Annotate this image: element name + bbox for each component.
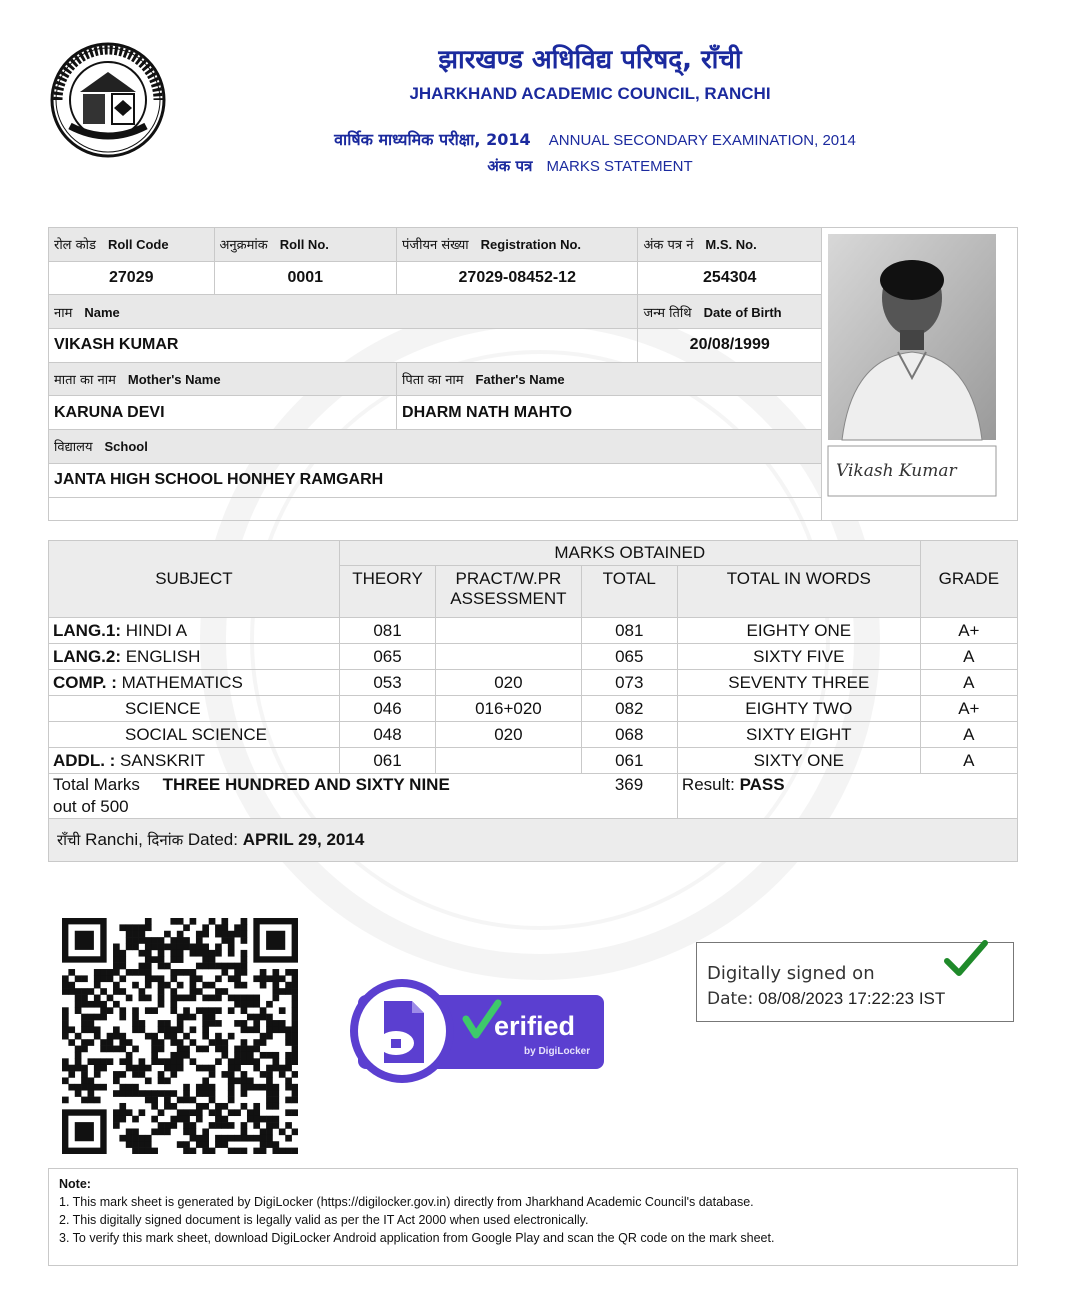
school-label: विद्यालय School <box>49 430 822 464</box>
table-row <box>49 748 1018 774</box>
total-cell: 073 <box>581 670 677 696</box>
digital-signature-box[interactable] <box>696 942 1014 1022</box>
council-hindi-title: झारखण्ड अधिविद्य परिषद्, राँची <box>438 45 742 75</box>
words-cell: EIGHTY ONE <box>677 618 920 644</box>
subject-cell: LANG.1: HINDI A <box>49 618 340 644</box>
father-name-label: पिता का नाम Father's Name <box>397 362 822 396</box>
dob-label: जन्म तिथि Date of Birth <box>638 295 822 329</box>
grade-cell: A <box>920 722 1017 748</box>
pract-cell: 020 <box>436 722 581 748</box>
marks-statement-title <box>330 156 850 176</box>
grade-cell: A+ <box>920 618 1017 644</box>
registration-value: 27029-08452-12 <box>397 261 638 295</box>
subject-cell: ADDL. : SANSKRIT <box>49 748 340 774</box>
council-seal-logo <box>50 42 166 158</box>
subject-header: SUBJECT <box>49 541 340 618</box>
pract-cell: 020 <box>436 670 581 696</box>
total-row <box>49 774 1018 819</box>
marks-table <box>48 540 1018 862</box>
theory-cell: 046 <box>339 696 435 722</box>
signed-date <box>707 989 945 1009</box>
qr-code[interactable] <box>62 918 298 1154</box>
mother-name-label: माता का नाम Mother's Name <box>49 362 397 396</box>
out-of-label: out of 500 <box>53 797 129 816</box>
theory-header: THEORY <box>339 566 435 618</box>
words-cell: SIXTY FIVE <box>677 644 920 670</box>
result-label: Result: <box>681 775 735 794</box>
dated-row <box>49 819 1018 862</box>
place-hindi: राँची <box>57 831 81 849</box>
words-cell: SIXTY EIGHT <box>677 722 920 748</box>
ms-no-label: अंक पत्र नं M.S. No. <box>638 228 822 262</box>
date-hindi: दिनांक <box>147 831 184 849</box>
ms-hindi: अंक पत्र <box>487 157 533 175</box>
school-spacer <box>49 497 822 521</box>
subject-cell: SOCIAL SCIENCE <box>49 722 340 748</box>
table-row <box>49 670 1018 696</box>
marks-obtained-header: MARKS OBTAINED <box>339 541 920 566</box>
photo-cell <box>821 228 1017 521</box>
words-cell: SEVENTY THREE <box>677 670 920 696</box>
school-value: JANTA HIGH SCHOOL HONHEY RAMGARH <box>49 463 822 497</box>
table-row <box>49 696 1018 722</box>
subject-cell: SCIENCE <box>49 696 340 722</box>
ms-no-value: 254304 <box>638 261 822 295</box>
table-row <box>49 618 1018 644</box>
digitally-signed-label: Digitally signed on <box>707 963 875 984</box>
theory-cell: 048 <box>339 722 435 748</box>
total-cell: 068 <box>581 722 677 748</box>
result-cell <box>677 774 1017 819</box>
roll-no-value: 0001 <box>214 261 397 295</box>
student-info-table <box>48 227 1018 521</box>
pract-cell <box>436 644 581 670</box>
pract-cell <box>436 748 581 774</box>
exam-english: ANNUAL SECONDARY EXAMINATION, 2014 <box>548 132 856 149</box>
grade-cell: A <box>920 748 1017 774</box>
signature-text: Vikash Kumar <box>835 461 957 481</box>
place-english: Ranchi, <box>85 830 143 849</box>
date-value: APRIL 29, 2014 <box>242 830 365 849</box>
grade-cell: A <box>920 644 1017 670</box>
digilocker-verified-badge <box>348 977 604 1085</box>
name-label: नाम Name <box>49 295 638 329</box>
theory-cell: 053 <box>339 670 435 696</box>
mother-name-value: KARUNA DEVI <box>49 396 397 430</box>
words-cell: SIXTY ONE <box>677 748 920 774</box>
pract-cell <box>436 618 581 644</box>
dated-label: Dated: <box>187 830 238 849</box>
words-cell: EIGHTY TWO <box>677 696 920 722</box>
total-cell: 082 <box>581 696 677 722</box>
council-english-title: JHARKHAND ACADEMIC COUNCIL, RANCHI <box>409 84 771 103</box>
table-row <box>49 722 1018 748</box>
total-marks-words: THREE HUNDRED AND SIXTY NINE <box>162 775 450 794</box>
dob-value: 20/08/1999 <box>638 329 822 363</box>
total-words-header: TOTAL IN WORDS <box>677 566 920 618</box>
subject-cell: LANG.2: ENGLISH <box>49 644 340 670</box>
grade-cell: A+ <box>920 696 1017 722</box>
verified-text: erified <box>494 1011 576 1041</box>
pract-cell: 016+020 <box>436 696 581 722</box>
verified-sub-text: by DigiLocker <box>524 1046 591 1057</box>
note-item: 2. This digitally signed document is legally valid as per the IT Act 2000 when used electronically. <box>59 1213 589 1227</box>
date-label: Date: <box>707 989 754 1009</box>
total-marks-cell <box>49 774 582 819</box>
result-value: PASS <box>739 775 785 794</box>
pract-header: PRACT/W.PR ASSESSMENT <box>436 566 581 618</box>
father-name-value: DHARM NATH MAHTO <box>397 396 822 430</box>
total-marks-value: 369 <box>581 774 677 819</box>
student-photo <box>822 228 1017 516</box>
table-row <box>49 644 1018 670</box>
theory-cell: 061 <box>339 748 435 774</box>
ms-english: MARKS STATEMENT <box>546 158 693 175</box>
exam-hindi: वार्षिक माध्यमिक परीक्षा, 2014 <box>334 130 531 149</box>
total-header: TOTAL <box>581 566 677 618</box>
grade-cell: A <box>920 670 1017 696</box>
total-cell: 061 <box>581 748 677 774</box>
note-item: 1. This mark sheet is generated by DigiLocker (https://digilocker.gov.in) directly from Jharkhand Academic Council's database. <box>59 1195 754 1209</box>
registration-label: पंजीयन संख्या Registration No. <box>397 228 638 262</box>
note-box <box>48 1168 1018 1266</box>
green-check-icon <box>943 939 989 979</box>
subject-cell: COMP. : MATHEMATICS <box>49 670 340 696</box>
roll-code-value: 27029 <box>49 261 215 295</box>
total-cell: 065 <box>581 644 677 670</box>
theory-cell: 065 <box>339 644 435 670</box>
theory-cell: 081 <box>339 618 435 644</box>
note-item: 3. To verify this mark sheet, download DigiLocker Android application from Google Play and scan the QR code on the mark sheet. <box>59 1231 775 1245</box>
exam-title <box>250 128 940 150</box>
roll-no-label: अनुक्रमांक Roll No. <box>214 228 397 262</box>
note-title: Note: <box>59 1177 91 1191</box>
roll-code-label: रोल कोड Roll Code <box>49 228 215 262</box>
grade-header: GRADE <box>920 541 1017 618</box>
name-value: VIKASH KUMAR <box>49 329 638 363</box>
total-marks-label: Total Marks <box>53 775 140 794</box>
total-cell: 081 <box>581 618 677 644</box>
date-value: 08/08/2023 17:22:23 IST <box>758 989 946 1008</box>
